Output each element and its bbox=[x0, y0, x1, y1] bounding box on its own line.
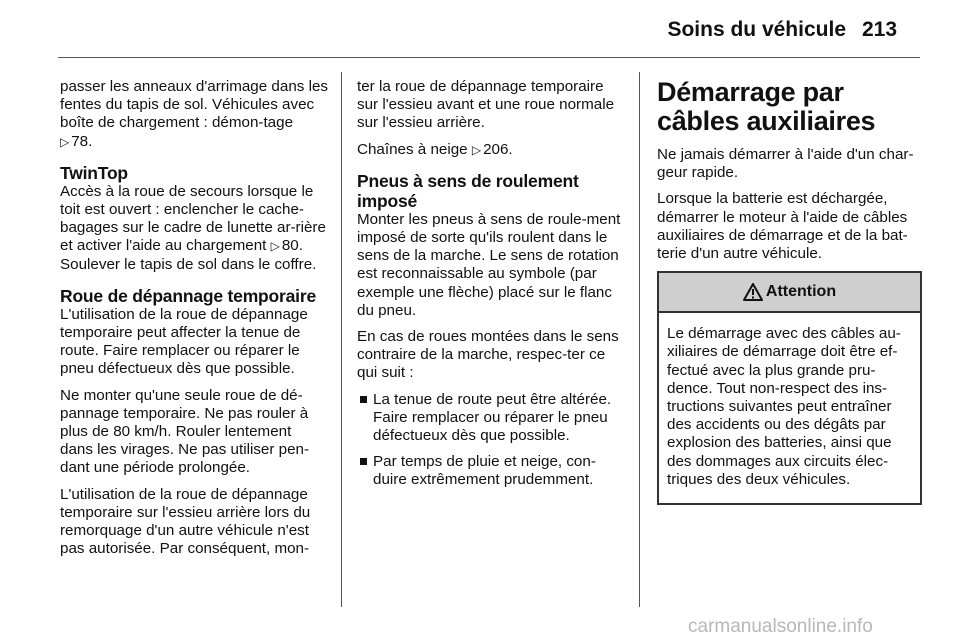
bullet-square-icon bbox=[360, 396, 367, 403]
page-reference[interactable]: 80. Soulever le tapis de sol dans le coffre. bbox=[60, 237, 317, 273]
twintop-paragraph: Accès à la roue de secours lorsque le toit est ouvert : enclencher le cache-bagages sur le cadre de lunette ar-rière et activer l'aide au chargement ▷ 80. Soulever le tapis de sol dans le coffre. bbox=[60, 182, 326, 273]
intro-paragraph: passer les anneaux d'arrimage dans les fentes du tapis de sol. Véhicules avec boîte de chargement : démon-tage ▷ 78. bbox=[60, 78, 328, 150]
spare-paragraph-2: Ne monter qu'une seule roue de dé-pannage temporaire. Ne pas rouler à plus de 80 km/h. Rouler lentement dans les virages. Ne pas utiliser pen-dant une période prolongée. bbox=[60, 386, 310, 477]
bullet-list bbox=[357, 391, 627, 490]
page-reference-icon: ▷ bbox=[270, 239, 280, 254]
jump-start-heading: Démarrage par câbles auxiliaires bbox=[657, 77, 876, 136]
page-title: Soins du véhicule bbox=[667, 18, 846, 41]
page-reference-icon: ▷ bbox=[60, 134, 70, 149]
column-divider bbox=[341, 72, 342, 607]
column-divider bbox=[639, 72, 640, 607]
attention-box bbox=[657, 271, 922, 505]
directional-paragraph-1: Monter les pneus à sens de roule-ment imposé de sorte qu'ils roulent dans le sens de la marche. Le sens de rotation est reconnaissable au symbole (par exemple une flèche) placé sur le flanc du pneu. bbox=[357, 210, 621, 319]
spare-paragraph-1: L'utilisation de la roue de dépannage temporaire peut affecter la tenue de route. Faire remplacer ou réparer le pneu défectueux dès que possible. bbox=[60, 305, 308, 378]
list-item: Par temps de pluie et neige, con-duire extrêmement prudemment. bbox=[357, 453, 627, 489]
column-1 bbox=[60, 78, 328, 566]
list-item: La tenue de route peut être altérée. Faire remplacer ou réparer le pneu défectueux dès que possible. bbox=[357, 391, 627, 446]
attention-header bbox=[659, 273, 920, 313]
watermark: carmanualsonline.info bbox=[688, 616, 873, 637]
spare-wheel-heading: Roue de dépannage temporaire bbox=[60, 285, 316, 306]
twintop-heading: TwinTop bbox=[60, 162, 128, 183]
jump-start-paragraph-2: Lorsque la batterie est déchargée, démarrer le moteur à l'aide de câbles auxiliaires de démarrage et de la bat-terie d'un autre véhicule. bbox=[657, 190, 908, 263]
directional-tyres-heading: Pneus à sens de roulement imposé bbox=[357, 170, 579, 211]
column-3 bbox=[657, 78, 922, 505]
warning-triangle-icon bbox=[743, 283, 763, 301]
page-reference[interactable]: 206. bbox=[483, 140, 513, 158]
continued-paragraph: ter la roue de dépannage temporaire sur l'essieu avant et une roue normale sur l'essieu arrière. bbox=[357, 78, 615, 132]
chains-paragraph: Chaînes à neige ▷ 206. bbox=[357, 140, 513, 158]
page-reference-icon: ▷ bbox=[471, 142, 482, 157]
directional-paragraph-2: En cas de roues montées dans le sens contraire de la marche, respec-ter ce qui suit : bbox=[357, 328, 619, 382]
header-rule bbox=[58, 57, 920, 58]
bullet-square-icon bbox=[360, 458, 367, 465]
column-2 bbox=[357, 78, 627, 498]
spare-paragraph-3: L'utilisation de la roue de dépannage temporaire sur l'essieu arrière lors du remorquage d'un autre véhicule n'est pas autorisée. Par conséquent, mon- bbox=[60, 485, 311, 558]
attention-title: Attention bbox=[765, 283, 837, 301]
attention-text: Le démarrage avec des câbles au-xiliaires de démarrage doit être ef-fectué avec la plus grande pru-dence. Tout non-respect des ins-tructions suivantes peut entraîner des accidents ou des dégâts par explosion des batteries, ainsi que des dommages aux circuits élec-triques des deux véhicules. bbox=[667, 325, 901, 488]
page-reference[interactable]: 78. bbox=[71, 132, 93, 150]
jump-start-paragraph-1: Ne jamais démarrer à l'aide d'un char-geur rapide. bbox=[657, 146, 914, 182]
page-number: 213 bbox=[862, 18, 898, 41]
